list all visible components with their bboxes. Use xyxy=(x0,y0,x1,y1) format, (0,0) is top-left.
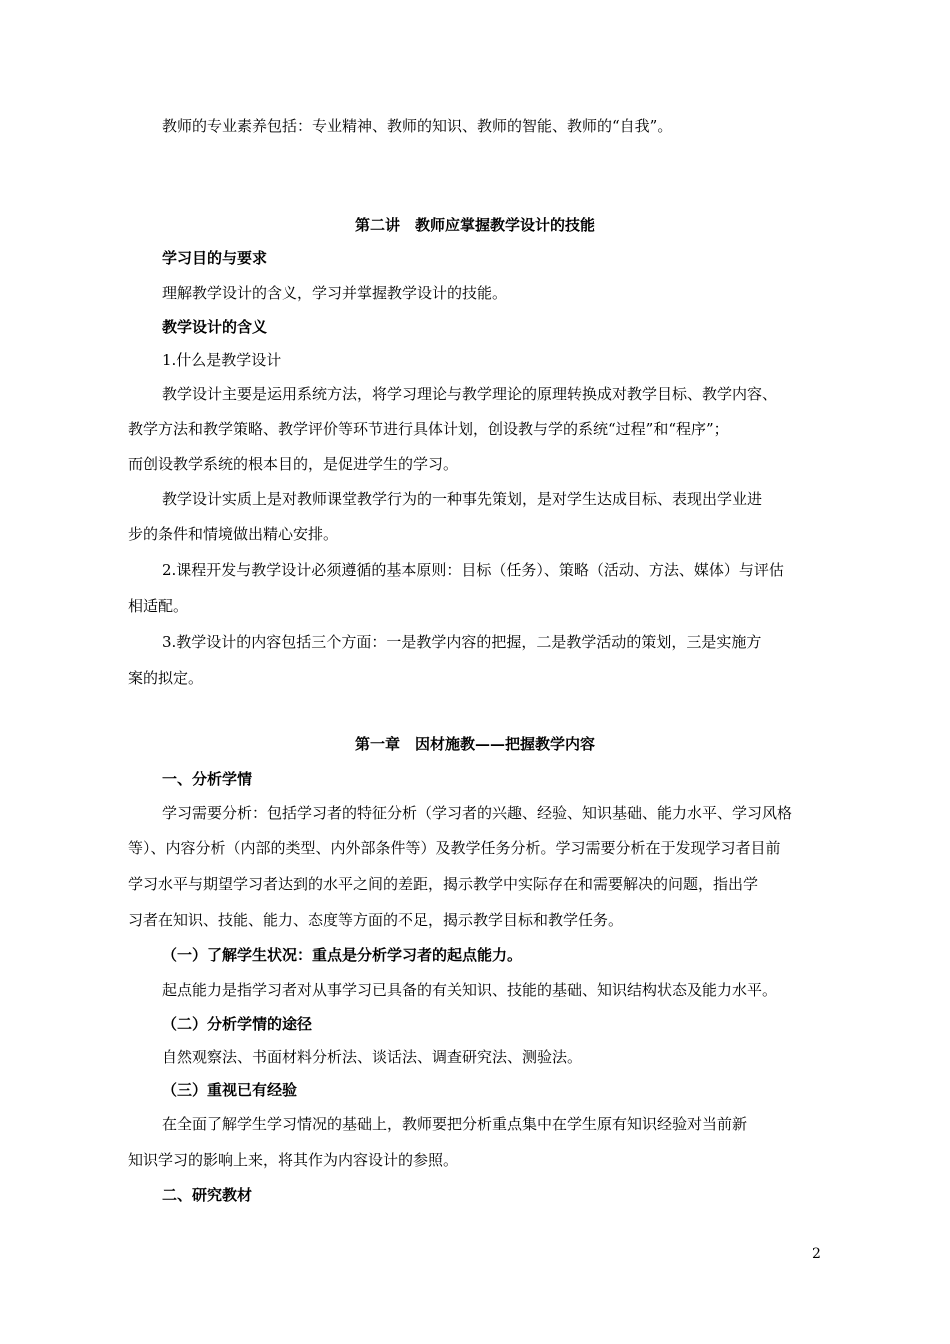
paragraph-line: 学习需要分析：包括学习者的特征分析（学习者的兴趣、经验、知识基础、能力水平、学习风格 xyxy=(162,804,793,822)
paragraph-line: 起点能力是指学习者对从事学习已具备的有关知识、技能的基础、知识结构状态及能力水平。 xyxy=(162,981,778,999)
paragraph-line: 教学方法和教学策略、教学评价等环节进行具体计划，创设教与学的系统“过程”和“程序”； xyxy=(128,420,729,438)
page-number: 2 xyxy=(812,1246,821,1262)
paragraph-line: 3.教学设计的内容包括三个方面：一是教学内容的把握，二是教学活动的策划，三是实施方 xyxy=(162,633,762,651)
paragraph-line: 教学设计主要是运用系统方法，将学习理论与教学理论的原理转换成对教学目标、教学内容、 xyxy=(162,385,778,403)
section-heading: 二、研究教材 xyxy=(162,1186,253,1204)
paragraph-line: 在全面了解学生学习情况的基础上，教师要把分析重点集中在学生原有知识经验对当前新 xyxy=(162,1115,748,1133)
objective-text: 理解教学设计的含义，学习并掌握教学设计的技能。 xyxy=(162,284,508,302)
paragraph-line: 等）、内容分析（内部的类型、内外部条件等）及教学任务分析。学习需要分析在于发现学习者目前 xyxy=(128,839,781,857)
subsection-heading: （一）了解学生状况：重点是分析学习者的起点能力。 xyxy=(162,946,523,964)
chapter-title: 第一章 因材施教——把握教学内容 xyxy=(354,735,595,753)
paragraph-line: 教学设计实质上是对教师课堂教学行为的一种事先策划，是对学生达成目标、表现出学业进 xyxy=(162,490,763,508)
paragraph-line: 知识学习的影响上来，将其作为内容设计的参照。 xyxy=(128,1151,459,1169)
objective-heading: 学习目的与要求 xyxy=(162,249,268,267)
meaning-heading: 教学设计的含义 xyxy=(162,318,268,336)
paragraph-line: 自然观察法、书面材料分析法、谈话法、调查研究法、测验法。 xyxy=(162,1048,583,1066)
paragraph-line: 习者在知识、技能、能力、态度等方面的不足，揭示教学目标和教学任务。 xyxy=(128,911,624,929)
paragraph-line: 案的拟定。 xyxy=(128,669,204,687)
paragraph-line: 步的条件和情境做出精心安排。 xyxy=(128,525,339,543)
item1-title: 1.什么是教学设计 xyxy=(162,351,282,369)
section-heading: 一、分析学情 xyxy=(162,770,253,788)
paragraph-line: 而创设教学系统的根本目的，是促进学生的学习。 xyxy=(128,455,459,473)
subsection-heading: （三）重视已有经验 xyxy=(162,1081,298,1099)
intro-paragraph: 教师的专业素养包括：专业精神、教师的知识、教师的智能、教师的“自我”。 xyxy=(162,117,673,135)
subsection-heading: （二）分析学情的途径 xyxy=(162,1015,313,1033)
lecture-title: 第二讲 教师应掌握教学设计的技能 xyxy=(354,216,595,234)
paragraph-line: 相适配。 xyxy=(128,597,189,615)
paragraph-line: 2.课程开发与教学设计必须遵循的基本原则：目标（任务）、策略（活动、方法、媒体）与评估 xyxy=(162,561,784,579)
paragraph-line: 学习水平与期望学习者达到的水平之间的差距，揭示教学中实际存在和需要解决的问题，指出学 xyxy=(128,875,759,893)
